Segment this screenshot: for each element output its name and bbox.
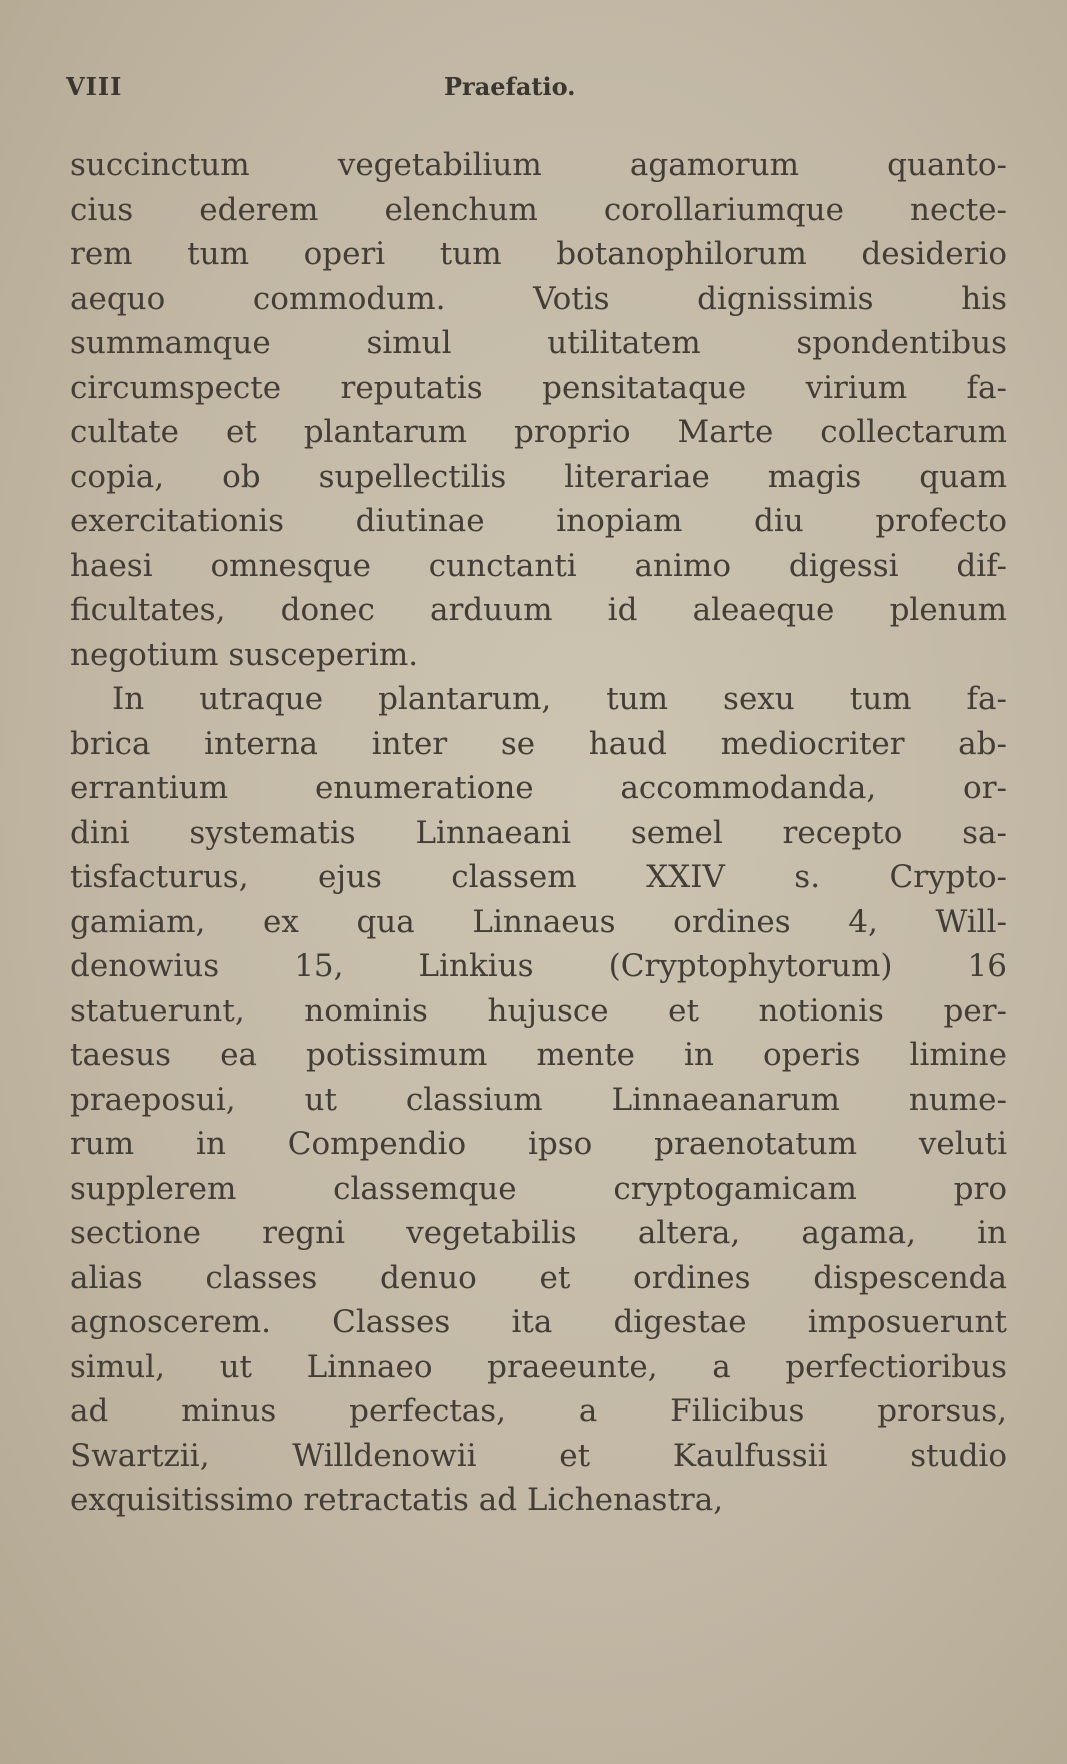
text-line: copia, ob supellectilis literariae magis quam [70, 458, 1007, 495]
text-line: cultate et plantarum proprio Marte collectarum [70, 414, 1007, 450]
text-line: agnoscerem. Classes ita digestae imposuerunt [70, 1304, 1007, 1340]
text-line: ad minus perfectas, a Filicibus prorsus, [70, 1393, 1007, 1429]
text-line: statuerunt, nominis hujusce et notionis per- [70, 992, 1007, 1029]
text-line: exercitationis diutinae inopiam diu profecto [70, 503, 1007, 539]
text-line: taesus ea potissimum mente in operis limine [70, 1037, 1007, 1073]
text-line: rem tum operi tum botanophilorum desiderio [70, 236, 1007, 272]
text-line: denowius 15, Linkius (Cryptophytorum) 16 [70, 948, 1007, 984]
text-line: succinctum vegetabilium agamorum quanto- [70, 147, 1007, 183]
text-line: simul, ut Linnaeo praeeunte, a perfectioribus [70, 1348, 1007, 1385]
text-line: rum in Compendio ipso praenotatum veluti [70, 1126, 1007, 1162]
text-line: supplerem classemque cryptogamicam pro [70, 1170, 1007, 1207]
page-number: VIII [66, 72, 123, 101]
text-line: Swartzii, Willdenowii et Kaulfussii studio [70, 1437, 1007, 1474]
text-line: exquisitissimo retractatis ad Lichenastra, [70, 1482, 724, 1518]
page-header [66, 72, 1006, 112]
text-line: errantium enumeratione accommodanda, or- [70, 770, 1007, 806]
text-line: tisfacturus, ejus classem XXIV s. Crypto- [70, 859, 1007, 895]
body-text [70, 143, 1007, 1523]
text-line: cius ederem elenchum corollariumque necte- [70, 191, 1007, 228]
text-line: negotium susceperim. [70, 636, 419, 673]
text-line: In utraque plantarum, tum sexu tum fa- [112, 681, 1007, 717]
text-line: praeposui, ut classium Linnaeanarum nume- [70, 1081, 1007, 1118]
running-head: Praefatio. [444, 72, 576, 101]
text-line: gamiam, ex qua Linnaeus ordines 4, Will- [70, 903, 1007, 940]
text-line: circumspecte reputatis pensitataque virium fa- [70, 369, 1007, 406]
text-line: summamque simul utilitatem spondentibus [70, 325, 1007, 361]
text-line: sectione regni vegetabilis altera, agama, in [70, 1215, 1007, 1251]
text-line: ficultates, donec arduum id aleaeque plenum [70, 592, 1007, 628]
text-line: aequo commodum. Votis dignissimis his [70, 280, 1007, 317]
text-line: alias classes denuo et ordines dispescenda [70, 1259, 1007, 1296]
text-line: dini systematis Linnaeani semel recepto sa- [70, 814, 1007, 851]
text-line: brica interna inter se haud mediocriter ab- [70, 725, 1007, 762]
text-line: haesi omnesque cunctanti animo digessi dif- [70, 547, 1007, 584]
